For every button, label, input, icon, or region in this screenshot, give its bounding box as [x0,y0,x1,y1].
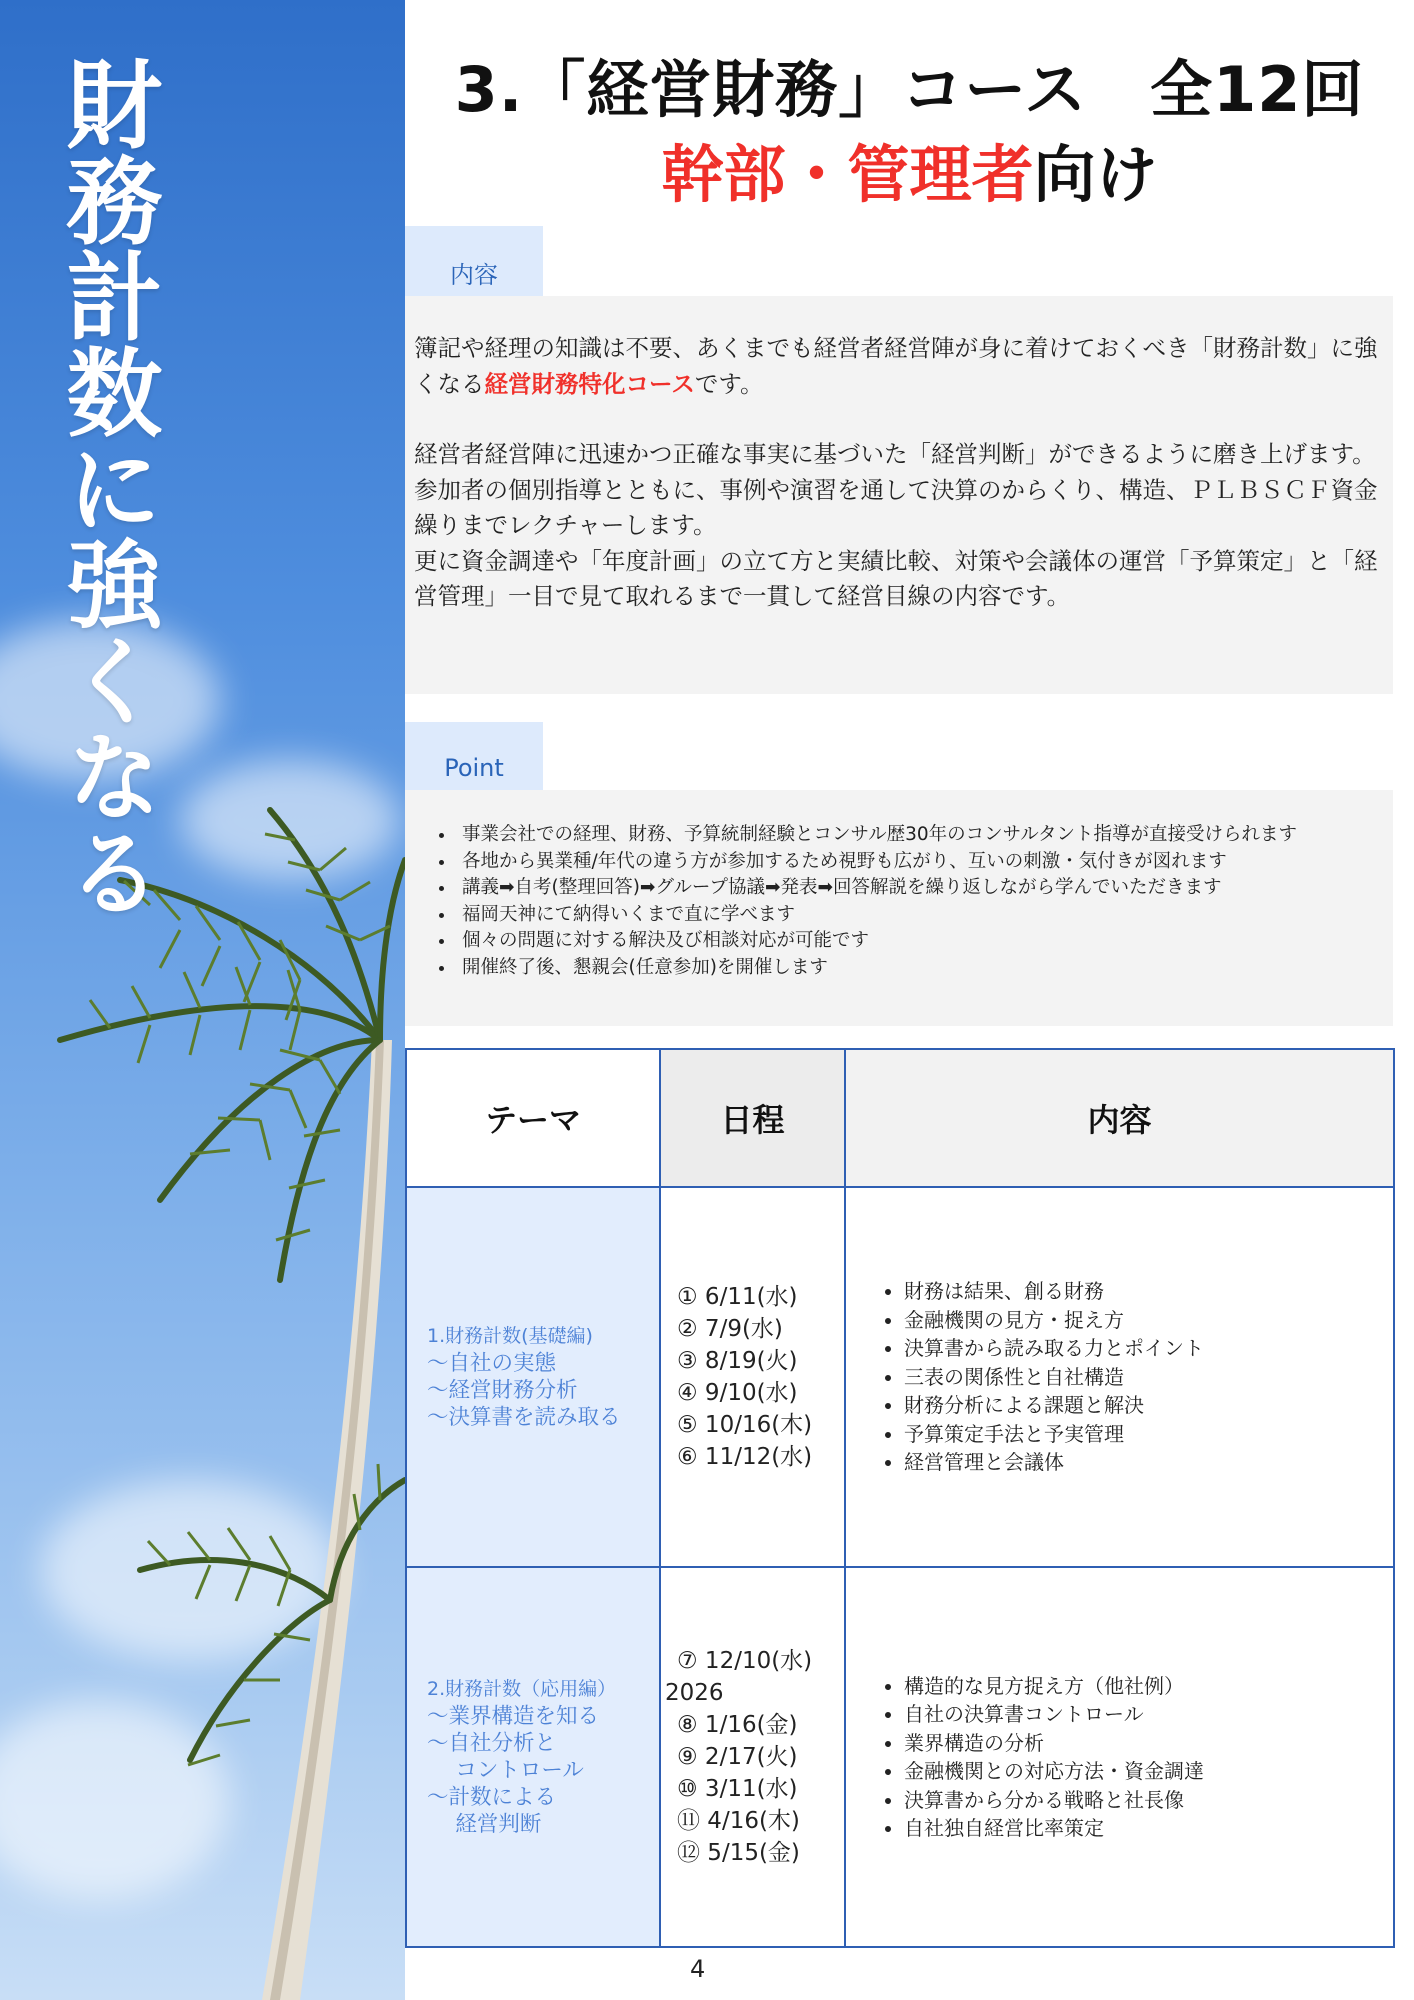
point-item: • 事業会社での経理、財務、予算統制経験とコンサル歴30年のコンサルタント指導が直接受けられます [456,822,1414,849]
date-line: ⑦ 12/10(水) [677,1648,813,1674]
date-line: ② 7/9(水) [677,1316,783,1342]
date-line: ⑩ 3/11(水) [677,1776,798,1802]
theme-line: 1.財務計数(基礎編) [427,1325,593,1347]
date-line: ③ 8/19(火) [677,1348,798,1374]
theme-line: 〜業界構造を知る [427,1704,600,1729]
point-item: • 開催終了後、懇親会(任意参加)を開催します [456,955,1414,982]
year-label: 2026 [665,1680,724,1706]
date-line: ⑥ 11/12(水) [677,1444,813,1470]
content-item: • 決算書から読み取る力とポイント [904,1334,1393,1363]
header-date: 日程 [660,1049,845,1187]
theme-line: 〜計数による [427,1785,557,1810]
header-theme: テーマ [406,1049,660,1187]
point-item: • 福岡天神にて納得いくまで直に学べます [456,902,1414,929]
theme-line: 〜決算書を読み取る [427,1405,621,1430]
theme-line: 〜自社の実態 [427,1351,557,1376]
content-item: • 業界構造の分析 [904,1729,1393,1758]
point-item: • 各地から異業種/年代の違う方が参加するため視野も広がり、互いの刺激・気付きが図れます [456,849,1414,876]
content-item: • 予算策定手法と予実管理 [904,1420,1393,1449]
target-audience-suffix: 向け [1033,138,1158,211]
date-line: ⑤ 10/16(木) [677,1412,813,1438]
content-item: • 金融機関の見方・捉え方 [904,1306,1393,1335]
content-paragraph-2: 経営者経営陣に迅速かつ正確な事実に基づいた「経営判断」ができるように磨き上げます。 [414,440,1376,468]
theme-cell-advanced [406,1567,660,1947]
content-p1-highlight: 経営財務特化コース [484,369,695,398]
content-p1-end: です。 [694,369,764,398]
content-cell-advanced [845,1567,1394,1947]
theme-line: 〜自社分析と [427,1731,557,1756]
content-item: • 財務分析による課題と解決 [904,1391,1393,1420]
date-line: ④ 9/10(水) [677,1380,798,1406]
schedule-table [405,1048,1395,1948]
content-item: • 自社の決算書コントロール [904,1700,1393,1729]
date-line: ⑫ 5/15(金) [677,1840,800,1866]
date-line: ⑪ 4/16(木) [677,1808,800,1834]
date-line: ⑧ 1/16(金) [677,1712,798,1738]
content-description [414,331,1389,615]
content-item: • 金融機関との対応方法・資金調達 [904,1757,1393,1786]
date-cell-basic [660,1187,845,1567]
theme-line: コントロール [427,1758,584,1783]
content-paragraph-3: 参加者の個別指導とともに、事例や演習を通して決算のからくり、構造、ＰＬＢＳＣＦ資金繰りまでレクチャーします。 [414,475,1378,539]
theme-cell-basic [406,1187,660,1567]
table-header-row [406,1049,1394,1187]
point-list [428,822,1414,981]
content-cell-basic [845,1187,1394,1567]
theme-line: 経営判断 [427,1812,542,1837]
table-row [406,1187,1394,1567]
target-audience-title [405,125,1414,214]
content-item: • 決算書から分かる戦略と社長像 [904,1786,1393,1815]
content-tab: 内容 [405,226,543,318]
point-item: • 講義➡自考(整理回答)➡グループ協議➡発表➡回答解説を繰り返しながら学んでいただきます [456,875,1414,902]
table-row [406,1567,1394,1947]
content-item: • 三表の関係性と自社構造 [904,1363,1393,1392]
date-cell-advanced [660,1567,845,1947]
page-title: 3.「経営財務」コース 全12回 [454,53,1365,126]
page-number: 4 [690,1955,706,1983]
theme-line: 〜経営財務分析 [427,1378,578,1403]
point-item: • 個々の問題に対する解決及び相談対応が可能です [456,928,1414,955]
content-paragraph-1 [414,331,1389,402]
sky-palm-image [0,0,405,2000]
target-audience-red: 幹部・管理者 [661,138,1034,211]
theme-line: 2.財務計数（応用編） [427,1678,617,1700]
content-p1-text: 簿記や経理の知識は不要、あくまでも経営者経営陣が身に着けておくべき「財務計数」に強くなる [414,334,1378,398]
content-item: • 構造的な見方捉え方（他社例） [904,1672,1393,1701]
content-paragraph-4: 更に資金調達や「年度計画」の立て方と実績比較、対策や会議体の運営「予算策定」と「経営管理」一目で見て取れるまで一貫して経営目線の内容です。 [414,546,1378,610]
content-item: • 財務は結果、創る財務 [904,1277,1393,1306]
content-item: • 自社独自経営比率策定 [904,1814,1393,1843]
date-line: ① 6/11(水) [677,1284,798,1310]
vertical-title: 財務計数に強くなる [51,55,163,919]
content-item: • 経営管理と会議体 [904,1448,1393,1477]
header-content: 内容 [845,1049,1394,1187]
date-line: ⑨ 2/17(火) [677,1744,798,1770]
point-tab: Point [405,722,543,814]
